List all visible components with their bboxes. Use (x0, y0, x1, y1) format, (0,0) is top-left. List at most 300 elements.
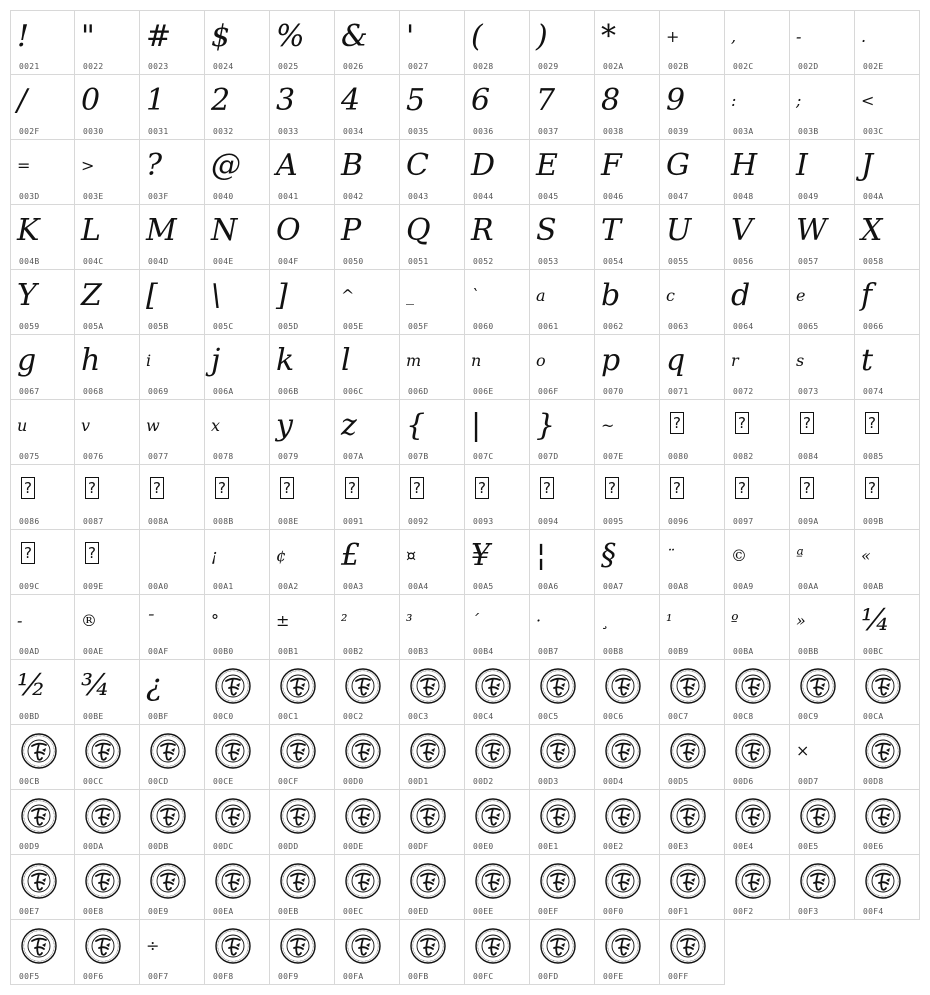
glyph-sample: § (601, 538, 616, 573)
codepoint-label: 00B3 (408, 647, 429, 656)
seal-logo-icon (150, 863, 186, 899)
glyph-sample: + (666, 27, 680, 46)
codepoint-label: 00CC (83, 777, 104, 786)
glyph-sample: _ (406, 286, 414, 305)
glyph-sample: ? (146, 148, 163, 183)
glyph-cell (75, 725, 140, 790)
codepoint-label: 00D3 (538, 777, 559, 786)
glyph-sample: = (17, 156, 31, 175)
codepoint-label: 00EC (343, 907, 364, 916)
seal-logo-icon (475, 733, 511, 769)
glyph-sample (146, 536, 202, 580)
glyph-sample: / (17, 83, 28, 118)
codepoint-label: 002B (668, 62, 689, 71)
glyph-cell (465, 400, 530, 465)
codepoint-label: 004E (213, 257, 234, 266)
codepoint-label: 003D (19, 192, 40, 201)
codepoint-label: 006A (213, 387, 234, 396)
glyph-cell (465, 790, 530, 855)
codepoint-label: 0032 (213, 127, 234, 136)
glyph-cell (400, 725, 465, 790)
glyph-cell (205, 75, 270, 140)
glyph-sample: × (796, 741, 810, 760)
codepoint-label: 003E (83, 192, 104, 201)
glyph-cell (595, 725, 660, 790)
glyph-cell (530, 595, 595, 660)
codepoint-label: 003A (733, 127, 754, 136)
glyph-cell (725, 725, 790, 790)
codepoint-label: 0042 (343, 192, 364, 201)
seal-logo-icon (410, 928, 446, 964)
notdef-glyph: ? (85, 542, 99, 564)
glyph-cell (790, 595, 855, 660)
glyph-cell (10, 855, 75, 920)
glyph-cell (75, 400, 140, 465)
glyph-cell (530, 725, 595, 790)
glyph-cell (140, 75, 205, 140)
glyph-sample: % (276, 19, 305, 54)
glyph-sample: Z (81, 278, 102, 313)
codepoint-label: 00D1 (408, 777, 429, 786)
glyph-cell (270, 400, 335, 465)
glyph-sample: . (861, 27, 867, 46)
codepoint-label: 004C (83, 257, 104, 266)
glyph-cell (205, 790, 270, 855)
glyph-sample: » (796, 611, 806, 630)
glyph-cell (400, 530, 465, 595)
glyph-cell (140, 140, 205, 205)
glyph-cell (790, 205, 855, 270)
seal-logo-icon (540, 928, 576, 964)
glyph-cell (10, 920, 75, 985)
codepoint-label: 00C4 (473, 712, 494, 721)
codepoint-label: 00D4 (603, 777, 624, 786)
seal-logo-icon (345, 863, 381, 899)
glyph-cell (725, 335, 790, 400)
notdef-glyph: ? (21, 542, 35, 564)
glyph-cell (465, 270, 530, 335)
glyph-cell (270, 270, 335, 335)
glyph-sample: b (601, 278, 621, 313)
codepoint-label: 0025 (278, 62, 299, 71)
glyph-cell (140, 270, 205, 335)
seal-logo-icon (85, 863, 121, 899)
glyph-cell (10, 595, 75, 660)
glyph-sample: y (276, 408, 293, 443)
glyph-sample: T (601, 213, 622, 248)
codepoint-label: 00D7 (798, 777, 819, 786)
glyph-cell (465, 920, 530, 985)
glyph-sample: m (406, 351, 422, 370)
codepoint-label: 003B (798, 127, 819, 136)
codepoint-label: 00A3 (343, 582, 364, 591)
codepoint-label: 0087 (83, 517, 104, 526)
glyph-cell (595, 10, 660, 75)
codepoint-label: 008A (148, 517, 169, 526)
codepoint-label: 007D (538, 452, 559, 461)
codepoint-label: 00E8 (83, 907, 104, 916)
glyph-sample: } (536, 408, 556, 443)
seal-logo-icon (345, 928, 381, 964)
codepoint-label: 00A4 (408, 582, 429, 591)
glyph-sample: ! (17, 19, 30, 54)
codepoint-label: 00F9 (278, 972, 299, 981)
glyph-sample: h (81, 343, 101, 378)
codepoint-label: 00FB (408, 972, 429, 981)
codepoint-label: 00DA (83, 842, 104, 851)
glyph-cell (10, 140, 75, 205)
seal-logo-icon (85, 798, 121, 834)
glyph-cell (75, 10, 140, 75)
notdef-glyph: ? (410, 477, 424, 499)
glyph-cell (140, 660, 205, 725)
codepoint-label: 007E (603, 452, 624, 461)
glyph-cell (660, 10, 725, 75)
glyph-cell (855, 660, 920, 725)
codepoint-label: 00C2 (343, 712, 364, 721)
glyph-sample: ¿ (146, 668, 163, 703)
codepoint-label: 00B7 (538, 647, 559, 656)
glyph-cell (465, 75, 530, 140)
glyph-cell (725, 530, 790, 595)
codepoint-label: 00BC (863, 647, 884, 656)
notdef-glyph: ? (215, 477, 229, 499)
glyph-cell (10, 790, 75, 855)
codepoint-label: 00D9 (19, 842, 40, 851)
glyph-sample: ¼ (861, 603, 891, 638)
codepoint-label: 0055 (668, 257, 689, 266)
codepoint-label: 00E2 (603, 842, 624, 851)
glyph-cell (595, 270, 660, 335)
codepoint-label: 00D0 (343, 777, 364, 786)
codepoint-label: 004D (148, 257, 169, 266)
glyph-cell (660, 75, 725, 140)
codepoint-label: 00F7 (148, 972, 169, 981)
glyph-cell (270, 335, 335, 400)
glyph-cell (335, 530, 400, 595)
codepoint-label: 00E5 (798, 842, 819, 851)
glyph-cell (660, 595, 725, 660)
glyph-sample: " (81, 19, 95, 54)
glyph-sample: K (17, 213, 40, 248)
glyph-sample: D (471, 148, 496, 183)
glyph-cell (855, 530, 920, 595)
seal-logo-icon (280, 928, 316, 964)
codepoint-label: 00CA (863, 712, 884, 721)
glyph-cell (335, 75, 400, 140)
notdef-glyph: ? (21, 477, 35, 499)
glyph-cell (205, 855, 270, 920)
glyph-cell (790, 10, 855, 75)
notdef-glyph: ? (735, 477, 749, 499)
codepoint-label: 00C3 (408, 712, 429, 721)
codepoint-label: 00AE (83, 647, 104, 656)
codepoint-label: 00C7 (668, 712, 689, 721)
seal-logo-icon (21, 798, 57, 834)
glyph-cell (790, 660, 855, 725)
seal-logo-icon (215, 798, 251, 834)
glyph-cell (140, 205, 205, 270)
seal-logo-icon (670, 668, 706, 704)
seal-logo-icon (670, 798, 706, 834)
codepoint-label: 00F2 (733, 907, 754, 916)
glyph-cell (660, 530, 725, 595)
seal-logo-icon (735, 733, 771, 769)
glyph-cell (725, 855, 790, 920)
glyph-sample: M (146, 213, 177, 248)
codepoint-label: 0035 (408, 127, 429, 136)
seal-logo-icon (85, 733, 121, 769)
codepoint-label: 00EF (538, 907, 559, 916)
codepoint-label: 0073 (798, 387, 819, 396)
glyph-sample: 6 (471, 83, 491, 118)
glyph-cell (855, 465, 920, 530)
codepoint-label: 00E6 (863, 842, 884, 851)
glyph-cell (335, 465, 400, 530)
seal-logo-icon (540, 668, 576, 704)
codepoint-label: 0021 (19, 62, 40, 71)
codepoint-label: 0050 (343, 257, 364, 266)
glyph-cell (205, 660, 270, 725)
codepoint-label: 0065 (798, 322, 819, 331)
codepoint-label: 0061 (538, 322, 559, 331)
codepoint-label: 0028 (473, 62, 494, 71)
codepoint-label: 002C (733, 62, 754, 71)
seal-logo-icon (800, 798, 836, 834)
glyph-sample: c (666, 286, 675, 305)
glyph-cell (400, 660, 465, 725)
codepoint-label: 0051 (408, 257, 429, 266)
codepoint-label: 0043 (408, 192, 429, 201)
notdef-glyph: ? (475, 477, 489, 499)
codepoint-label: 0033 (278, 127, 299, 136)
glyph-sample: { (406, 408, 426, 443)
glyph-sample: ( (471, 19, 483, 54)
seal-logo-icon (280, 733, 316, 769)
glyph-cell (75, 920, 140, 985)
glyph-sample: i (146, 351, 152, 370)
glyph-sample: O (276, 213, 301, 248)
glyph-cell (790, 725, 855, 790)
codepoint-label: 00D5 (668, 777, 689, 786)
seal-logo-icon (215, 928, 251, 964)
codepoint-label: 007B (408, 452, 429, 461)
codepoint-label: 0092 (408, 517, 429, 526)
seal-logo-icon (800, 863, 836, 899)
glyph-cell (465, 335, 530, 400)
codepoint-label: 00E0 (473, 842, 494, 851)
codepoint-label: 0034 (343, 127, 364, 136)
codepoint-label: 005C (213, 322, 234, 331)
glyph-cell (400, 335, 465, 400)
glyph-cell (10, 725, 75, 790)
codepoint-label: 0071 (668, 387, 689, 396)
glyph-cell (465, 660, 530, 725)
glyph-cell (10, 660, 75, 725)
glyph-cell (335, 790, 400, 855)
codepoint-label: 0029 (538, 62, 559, 71)
seal-logo-icon (21, 863, 57, 899)
glyph-sample: ¡ (211, 546, 218, 565)
codepoint-label: 006F (538, 387, 559, 396)
glyph-cell (595, 205, 660, 270)
glyph-cell (75, 270, 140, 335)
codepoint-label: 0075 (19, 452, 40, 461)
codepoint-label: 0040 (213, 192, 234, 201)
glyph-sample: © (731, 546, 747, 565)
seal-logo-icon (735, 668, 771, 704)
glyph-cell (660, 140, 725, 205)
glyph-cell (335, 140, 400, 205)
codepoint-label: 00AB (863, 582, 884, 591)
seal-logo-icon (215, 863, 251, 899)
codepoint-label: 0056 (733, 257, 754, 266)
glyph-cell (205, 400, 270, 465)
glyph-cell (400, 10, 465, 75)
seal-logo-icon (865, 798, 901, 834)
codepoint-label: 0085 (863, 452, 884, 461)
notdef-glyph: ? (345, 477, 359, 499)
glyph-sample: ¸ (601, 611, 609, 630)
glyph-cell (270, 920, 335, 985)
glyph-cell (725, 270, 790, 335)
glyph-cell (400, 140, 465, 205)
glyph-sample: P (341, 213, 362, 248)
glyph-cell (205, 205, 270, 270)
glyph-cell (725, 140, 790, 205)
glyph-cell (270, 465, 335, 530)
codepoint-label: 00AD (19, 647, 40, 656)
glyph-cell (855, 75, 920, 140)
glyph-sample: p (601, 343, 621, 378)
codepoint-label: 00E1 (538, 842, 559, 851)
seal-logo-icon (410, 798, 446, 834)
codepoint-label: 0096 (668, 517, 689, 526)
notdef-glyph: ? (735, 412, 749, 434)
codepoint-label: 00A2 (278, 582, 299, 591)
codepoint-label: 00A0 (148, 582, 169, 591)
glyph-cell (855, 140, 920, 205)
glyph-sample: B (341, 148, 364, 183)
seal-logo-icon (540, 798, 576, 834)
glyph-cell (855, 725, 920, 790)
glyph-cell (400, 920, 465, 985)
codepoint-label: 0044 (473, 192, 494, 201)
notdef-glyph: ? (540, 477, 554, 499)
codepoint-label: 007A (343, 452, 364, 461)
codepoint-label: 005F (408, 322, 429, 331)
codepoint-label: 00DD (278, 842, 299, 851)
codepoint-label: 0037 (538, 127, 559, 136)
glyph-sample: l (341, 343, 351, 378)
codepoint-label: 00DF (408, 842, 429, 851)
codepoint-label: 00CD (148, 777, 169, 786)
glyph-sample: ` (471, 286, 479, 305)
codepoint-label: 004A (863, 192, 884, 201)
glyph-sample: * (601, 19, 616, 54)
seal-logo-icon (280, 863, 316, 899)
codepoint-label: 00A9 (733, 582, 754, 591)
codepoint-label: 00E9 (148, 907, 169, 916)
glyph-cell (335, 400, 400, 465)
seal-logo-icon (21, 733, 57, 769)
codepoint-label: 0046 (603, 192, 624, 201)
notdef-glyph: ? (670, 477, 684, 499)
codepoint-label: 00F6 (83, 972, 104, 981)
glyph-cell (75, 595, 140, 660)
glyph-cell (855, 10, 920, 75)
codepoint-label: 006E (473, 387, 494, 396)
glyph-cell (725, 205, 790, 270)
glyph-sample: Q (406, 213, 431, 248)
codepoint-label: 00E7 (19, 907, 40, 916)
seal-logo-icon (540, 863, 576, 899)
seal-logo-icon (865, 863, 901, 899)
glyph-cell (465, 205, 530, 270)
seal-logo-icon (670, 733, 706, 769)
seal-logo-icon (605, 928, 641, 964)
glyph-cell (400, 790, 465, 855)
seal-logo-icon (215, 733, 251, 769)
glyph-sample: 8 (601, 83, 621, 118)
glyph-cell (790, 335, 855, 400)
glyph-sample: s (796, 351, 805, 370)
glyph-cell (530, 10, 595, 75)
glyph-cell (10, 465, 75, 530)
codepoint-label: 0078 (213, 452, 234, 461)
codepoint-label: 002F (19, 127, 40, 136)
codepoint-label: 00FF (668, 972, 689, 981)
glyph-cell (270, 595, 335, 660)
notdef-glyph: ? (85, 477, 99, 499)
glyph-cell (725, 790, 790, 855)
glyph-cell (335, 920, 400, 985)
glyph-cell (660, 270, 725, 335)
seal-logo-icon (410, 668, 446, 704)
glyph-sample: - (17, 611, 23, 630)
codepoint-label: 0084 (798, 452, 819, 461)
glyph-cell (400, 205, 465, 270)
codepoint-label: 00C1 (278, 712, 299, 721)
codepoint-label: 00BA (733, 647, 754, 656)
glyph-cell (140, 465, 205, 530)
glyph-cell (660, 205, 725, 270)
glyph-sample: X (861, 213, 883, 248)
codepoint-label: 00DC (213, 842, 234, 851)
glyph-sample: 5 (406, 83, 426, 118)
glyph-cell (530, 140, 595, 205)
codepoint-label: 004F (278, 257, 299, 266)
glyph-sample: t (861, 343, 874, 378)
glyph-cell (10, 400, 75, 465)
glyph-cell (465, 855, 530, 920)
codepoint-label: 0079 (278, 452, 299, 461)
glyph-cell (725, 10, 790, 75)
glyph-cell (855, 335, 920, 400)
glyph-cell (75, 75, 140, 140)
notdef-glyph: ? (865, 412, 879, 434)
codepoint-label: 00D2 (473, 777, 494, 786)
glyph-sample: r (731, 351, 739, 370)
glyph-cell (725, 595, 790, 660)
glyph-cell (465, 725, 530, 790)
seal-logo-icon (150, 798, 186, 834)
glyph-cell (205, 725, 270, 790)
glyph-cell (660, 335, 725, 400)
glyph-cell (335, 335, 400, 400)
glyph-cell (75, 335, 140, 400)
glyph-cell (270, 75, 335, 140)
